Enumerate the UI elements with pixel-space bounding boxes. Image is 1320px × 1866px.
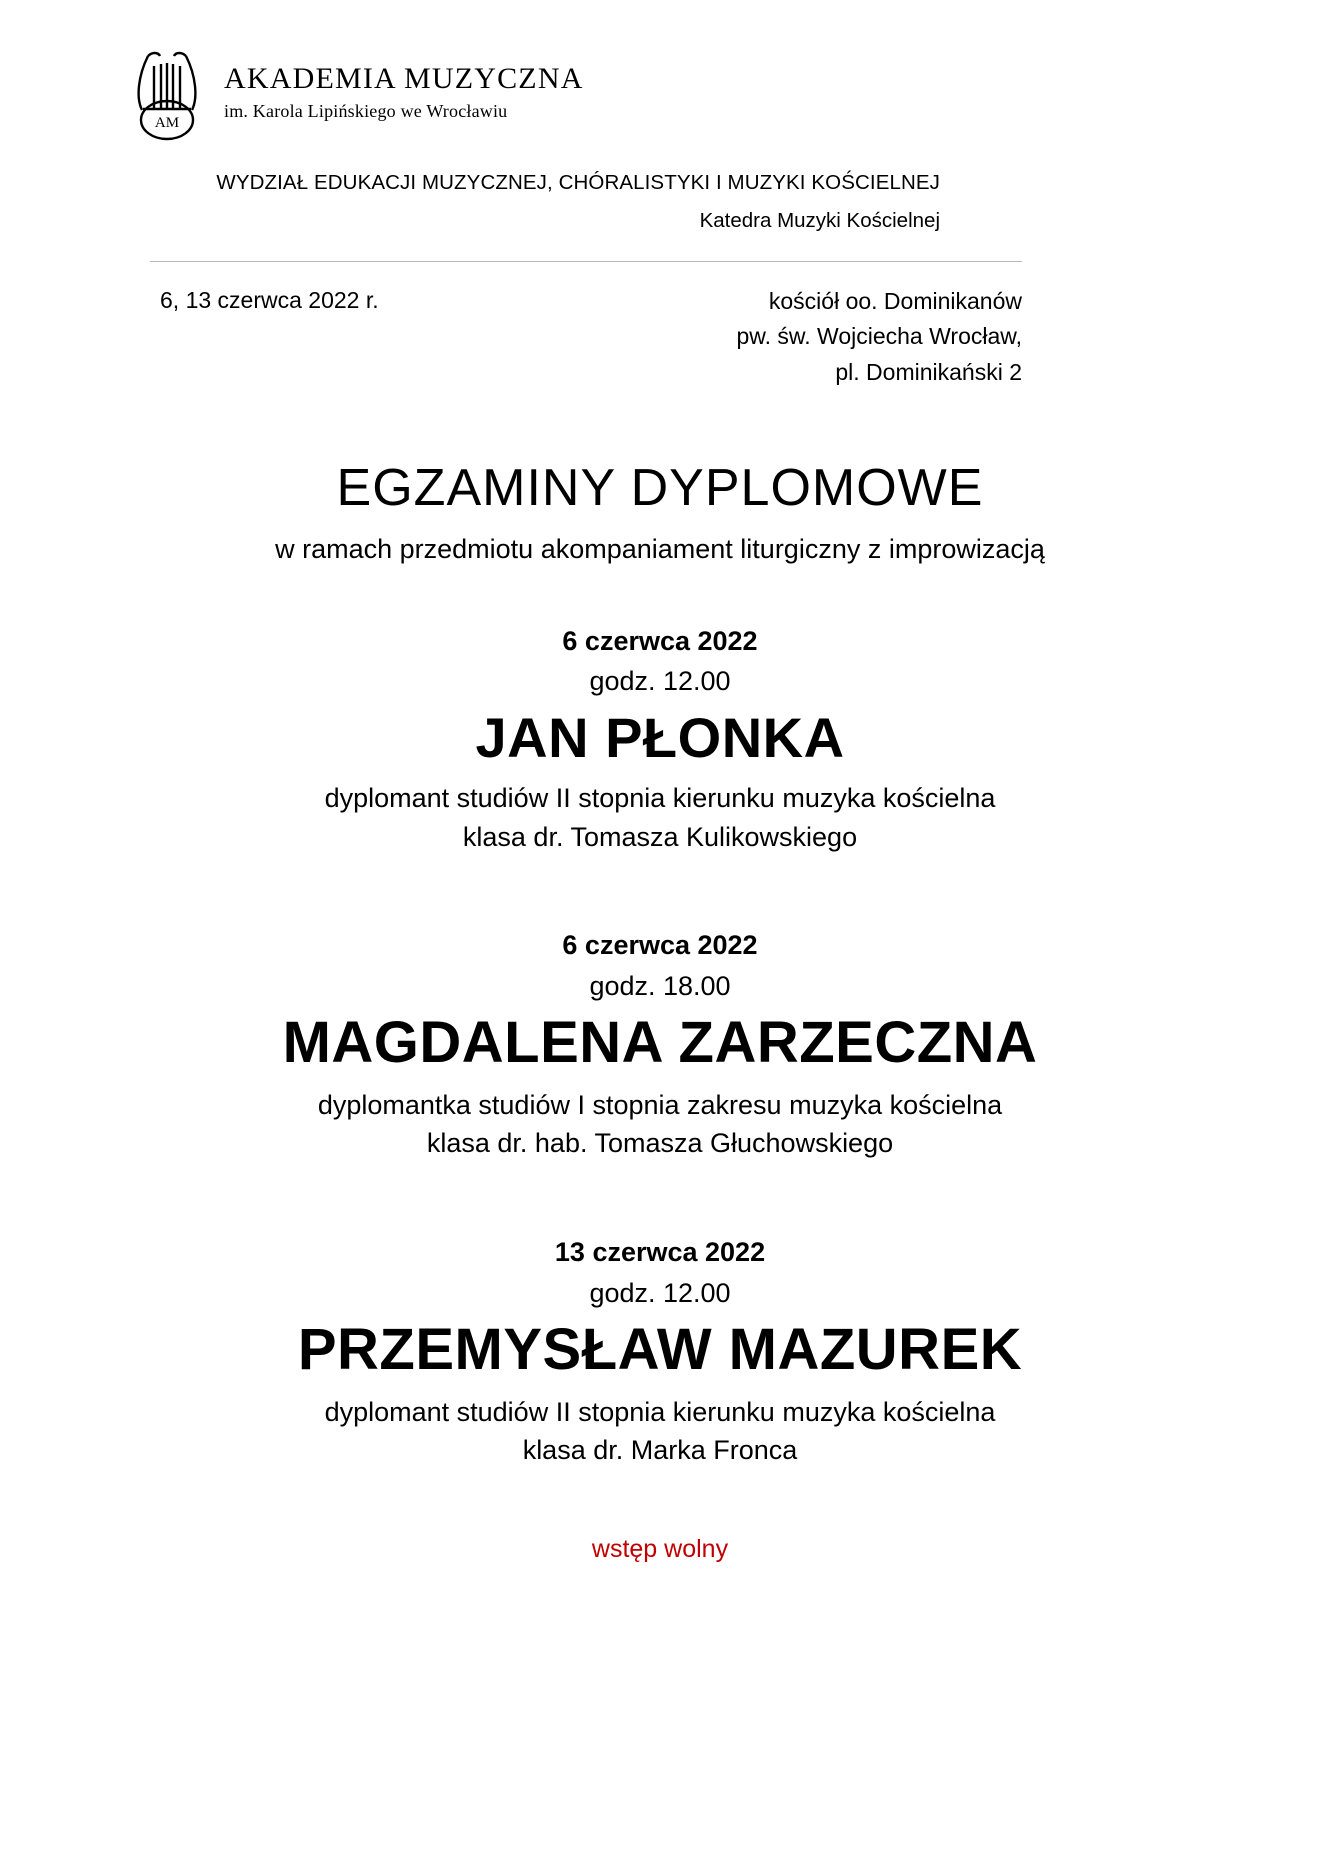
poster-header <box>0 0 1320 142</box>
faculty-block <box>0 142 1320 237</box>
entry-time: godz. 18.00 <box>589 970 731 1001</box>
svg-text:AM: AM <box>154 115 180 131</box>
event-info <box>0 262 1320 391</box>
entry-description: dyplomantka studiów I stopnia zakresu muzyka kościelna <box>317 1090 1003 1121</box>
institution-name: AKADEMIA MUZYCZNA <box>224 62 584 95</box>
page-subtitle: w ramach przedmiotu akompaniament liturgiczny z improwizacją <box>275 533 1045 564</box>
entry-date: 6 czerwca 2022 <box>562 625 758 656</box>
entry-teacher: klasa dr. Tomasza Kulikowskiego <box>462 821 858 852</box>
entry-description: dyplomant studiów II stopnia kierunku muzyka kościelna <box>324 783 996 814</box>
lyre-icon <box>128 46 206 142</box>
event-dates: 6, 13 czerwca 2022 r. <box>160 286 379 313</box>
page-title: EGZAMINY DYPLOMOWE <box>336 459 984 518</box>
exam-entry <box>0 1236 1320 1469</box>
exam-entry <box>0 625 1320 855</box>
title-block <box>0 460 1320 566</box>
exam-entry <box>0 929 1320 1162</box>
department-name: Katedra Muzyki Kościelnej <box>699 208 940 232</box>
poster-footer <box>0 1535 1320 1564</box>
venue-line-3: pl. Dominikański 2 <box>835 358 1022 385</box>
entry-student-name: JAN PŁONKA <box>475 705 845 769</box>
venue-line-1: kościół oo. Dominikanów <box>768 287 1022 314</box>
institution-name-block <box>224 46 584 124</box>
venue-line-2: pw. św. Wojciecha Wrocław, <box>736 323 1022 350</box>
entry-student-name: PRZEMYSŁAW MAZUREK <box>297 1317 1023 1383</box>
entry-teacher: klasa dr. Marka Fronca <box>522 1435 798 1466</box>
entry-time: godz. 12.00 <box>589 1277 731 1308</box>
faculty-name: WYDZIAŁ EDUKACJI MUZYCZNEJ, CHÓRALISTYKI I MUZYKI KOŚCIELNEJ <box>216 171 940 194</box>
entry-time: godz. 12.00 <box>589 666 731 697</box>
entry-student-name: MAGDALENA ZARZECZNA <box>282 1010 1038 1076</box>
exam-entry-list <box>0 625 1320 1469</box>
institution-subname: im. Karola Lipińskiego we Wrocławiu <box>224 101 508 121</box>
entry-description: dyplomant studiów II stopnia kierunku muzyka kościelna <box>324 1396 996 1427</box>
entry-date: 6 czerwca 2022 <box>562 930 758 961</box>
event-venue <box>737 284 1022 391</box>
free-entry-note: wstęp wolny <box>591 1534 729 1563</box>
entry-date: 13 czerwca 2022 <box>554 1236 766 1267</box>
entry-teacher: klasa dr. hab. Tomasza Głuchowskiego <box>426 1128 894 1159</box>
